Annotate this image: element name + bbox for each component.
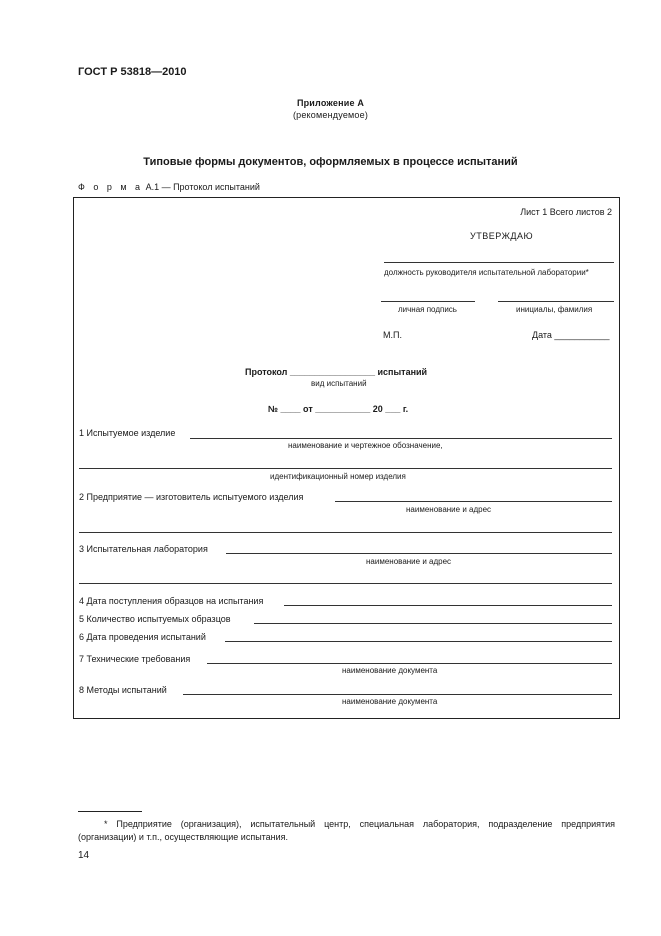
position-line[interactable] <box>384 262 614 263</box>
position-caption: должность руководителя испытательной лаборатории* <box>384 268 589 277</box>
item-5-line[interactable] <box>254 623 612 624</box>
name-caption: инициалы, фамилия <box>516 305 593 314</box>
item-7-label: 7 Технические требования <box>79 654 191 664</box>
item-2b-line[interactable] <box>79 532 612 533</box>
protocol-caption: вид испытаний <box>311 379 367 388</box>
approve-label: УТВЕРЖДАЮ <box>470 231 534 241</box>
item-4-line[interactable] <box>284 605 612 606</box>
protocol-form <box>73 197 620 719</box>
number-line: № ____ от ___________ 20 ___ г. <box>268 404 409 414</box>
item-1b-caption: идентификационный номер изделия <box>270 472 406 481</box>
item-2-line[interactable] <box>335 501 612 502</box>
sheet-count: Лист 1 Всего листов 2 <box>520 207 612 217</box>
item-1-caption: наименование и чертежное обозначение, <box>288 441 443 450</box>
form-label-spaced: Ф о р м а <box>78 182 144 192</box>
item-3-label: 3 Испытательная лаборатория <box>79 544 208 554</box>
name-line[interactable] <box>498 301 614 302</box>
appendix-status: (рекомендуемое) <box>292 110 369 120</box>
item-3-caption: наименование и адрес <box>366 557 452 566</box>
page-number: 14 <box>78 850 90 861</box>
form-label-rest: А.1 — Протокол испытаний <box>143 182 260 192</box>
item-7-line[interactable] <box>207 663 612 664</box>
section-title: Типовые формы документов, оформляемых в процессе испытаний <box>143 156 518 168</box>
item-6-label: 6 Дата проведения испытаний <box>79 632 206 642</box>
item-8-caption: наименование документа <box>342 697 438 706</box>
item-5-label: 5 Количество испытуемых образцов <box>79 614 231 624</box>
item-8-label: 8 Методы испытаний <box>79 685 167 695</box>
form-label <box>78 182 260 192</box>
footnote-rule <box>78 811 142 812</box>
item-3b-line[interactable] <box>79 583 612 584</box>
item-1b-line[interactable] <box>79 468 612 469</box>
signature-line[interactable] <box>381 301 475 302</box>
standard-header: ГОСТ Р 53818—2010 <box>78 66 187 78</box>
item-4-label: 4 Дата поступления образцов на испытания <box>79 596 264 606</box>
item-1-label: 1 Испытуемое изделие <box>79 428 176 438</box>
item-7-caption: наименование документа <box>342 666 438 675</box>
item-3-line[interactable] <box>226 553 612 554</box>
item-1-line[interactable] <box>190 438 612 439</box>
item-2-label: 2 Предприятие — изготовитель испытуемого изделия <box>79 492 304 502</box>
footnote <box>78 818 615 844</box>
appendix-title: Приложение А <box>296 98 365 108</box>
item-6-line[interactable] <box>225 641 612 642</box>
item-2-caption: наименование и адрес <box>406 505 492 514</box>
footnote-text: * Предприятие (организация), испытательный центр, специальная лаборатория, подразделение предприятия (организации) и т.п., осуществляющие испытания. <box>78 819 615 842</box>
item-8-line[interactable] <box>183 694 612 695</box>
stamp-label: М.П. <box>383 330 402 340</box>
protocol-line: Протокол _________________ испытаний <box>245 367 428 377</box>
signature-caption: личная подпись <box>398 305 457 314</box>
date-label: Дата ___________ <box>532 330 610 340</box>
